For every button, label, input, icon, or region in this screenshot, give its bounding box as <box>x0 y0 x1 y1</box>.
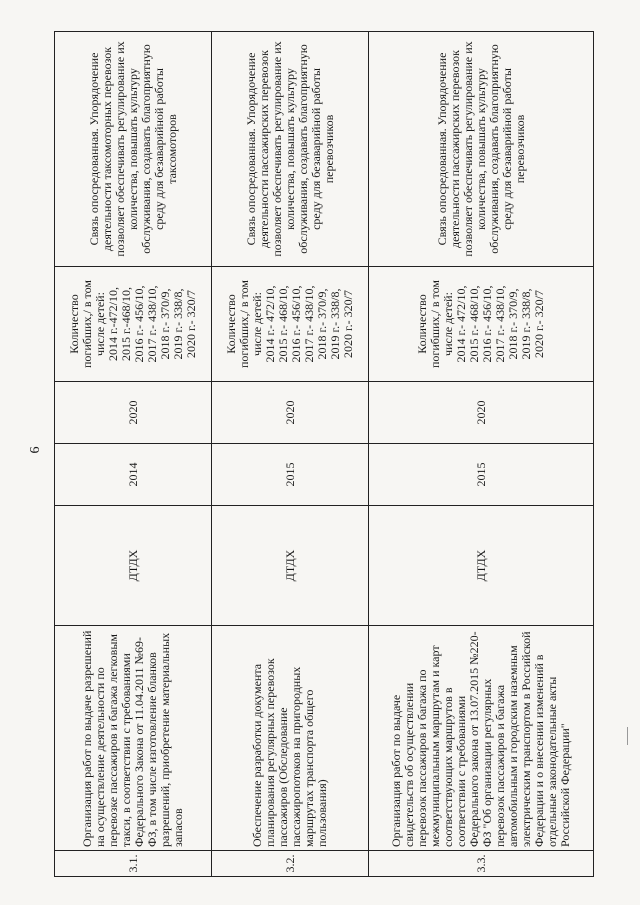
start-year: 2015 <box>369 444 594 506</box>
deaths-line: 2017 г.- 438/10, <box>302 285 316 363</box>
expected-result: Связь опосредованная. Упорядочение деятельности таксомоторных перевозок позволяет обеспечивать регулирование их количества, повышать культуру обслуживания, создавать благоприятную среду для безаварийной работы таксомоторов <box>55 32 212 267</box>
measure-name: Организация работ по выдаче разрешений на осуществление деятельности по перевозке пассажиров и багажа легковым такси, в соответствии с требованиями Федерального Закона от 11.04.2011 №69-ФЗ, в том числе изготовление бланков разрешений, приобретение материальных запасов <box>55 626 212 851</box>
deaths-line: 2020 г.- 320/7 <box>184 290 198 358</box>
executor: ДТДХ <box>212 506 369 626</box>
table-row <box>55 32 212 877</box>
deaths-line: погибших,/ в том <box>428 280 442 368</box>
scan-mark <box>627 727 628 745</box>
deaths-line: 2014 г.- 472/10, <box>263 285 277 363</box>
deaths-line: 2018 г.- 370/9, <box>506 288 520 360</box>
deaths-line: 2018 г.- 370/9, <box>315 288 329 360</box>
expected-result: Связь опосредованная. Упорядочение деятельности пассажирских перевозок позволяет обеспечивать регулирование их количества, повышать культуру обслуживания, создавать благоприятную среду для безаварийной работы перевозчиков <box>369 32 594 267</box>
start-year: 2015 <box>212 444 369 506</box>
measures-table <box>54 31 594 877</box>
deaths-line: 2014 г.- 472/10, <box>454 285 468 363</box>
deaths-line: 2015 г.- 468/10, <box>276 285 290 363</box>
table-row <box>212 32 369 877</box>
deaths-line: 2016 г.- 456/10, <box>289 285 303 363</box>
deaths-line: погибших,/ в том <box>80 280 94 368</box>
deaths-line: числе детей: <box>250 292 264 356</box>
deaths-line: Количество <box>224 294 238 354</box>
end-year: 2020 <box>369 382 594 444</box>
deaths-line: 2020 г.- 320/7 <box>341 290 355 358</box>
deaths-line: Количество <box>67 294 81 354</box>
table-row <box>369 32 594 877</box>
deaths-line: Количество <box>415 294 429 354</box>
deaths-line: числе детей: <box>441 292 455 356</box>
deaths-line: погибших,/ в том <box>237 280 251 368</box>
end-year: 2020 <box>55 382 212 444</box>
deaths-line: 2019 г.- 338/8, <box>519 288 533 360</box>
deaths-line: 2018 г.- 370/9, <box>158 288 172 360</box>
deaths-line: 2020 г.- 320/7 <box>532 290 546 358</box>
deaths-line: 2019 г.- 338/8, <box>171 288 185 360</box>
deaths-line: 2015 г.-468/10, <box>119 287 133 361</box>
row-number: 3.1. <box>55 851 212 877</box>
measure-name: Обеспечение разработки документа планирования регулярных перевозок пассажиров (Обследование пассажиропотоков на пригородных маршрутах транспорта общего пользования) <box>212 626 369 851</box>
measure-name: Организация работ по выдаче свидетельств об осуществлении перевозок пассажиров и багажа по межмуниципальным маршрутам и карт соответствующих маршрутов в соответствии с требованиями Федерального закона от 13.07.2015 №220-ФЗ "Об организации регулярных перевозок пассажиров и багажа автомобильным и городским наземным электрическим транспортом в Российской Федерации и о внесении изменений в отдельные законодательные акты Российской Федерации" <box>369 626 594 851</box>
deaths-indicator <box>55 267 212 382</box>
deaths-line: числе детей: <box>93 292 107 356</box>
deaths-line: 2019 г.- 338/8, <box>328 288 342 360</box>
deaths-line: 2015 г.- 468/10, <box>467 285 481 363</box>
deaths-line: 2014 г.-472/10, <box>106 287 120 361</box>
executor: ДТДХ <box>55 506 212 626</box>
row-number: 3.2. <box>212 851 369 877</box>
deaths-line: 2017 г.- 438/10, <box>493 285 507 363</box>
deaths-indicator <box>369 267 594 382</box>
page-number: 6 <box>28 446 43 454</box>
end-year: 2020 <box>212 382 369 444</box>
expected-result: Связь опосредованная. Упорядочение деятельности пассажирских перевозок позволяет обеспечивать регулирование их количества, повышать культуру обслуживания, создавать благоприятную среду для безаварийной работы перевозчиков <box>212 32 369 267</box>
deaths-line: 2016 г.- 456/10, <box>480 285 494 363</box>
deaths-indicator <box>212 267 369 382</box>
deaths-line: 2017 г.- 438/10, <box>145 285 159 363</box>
start-year: 2014 <box>55 444 212 506</box>
deaths-line: 2016 г.- 456/10, <box>132 285 146 363</box>
executor: ДТДХ <box>369 506 594 626</box>
row-number: 3.3. <box>369 851 594 877</box>
